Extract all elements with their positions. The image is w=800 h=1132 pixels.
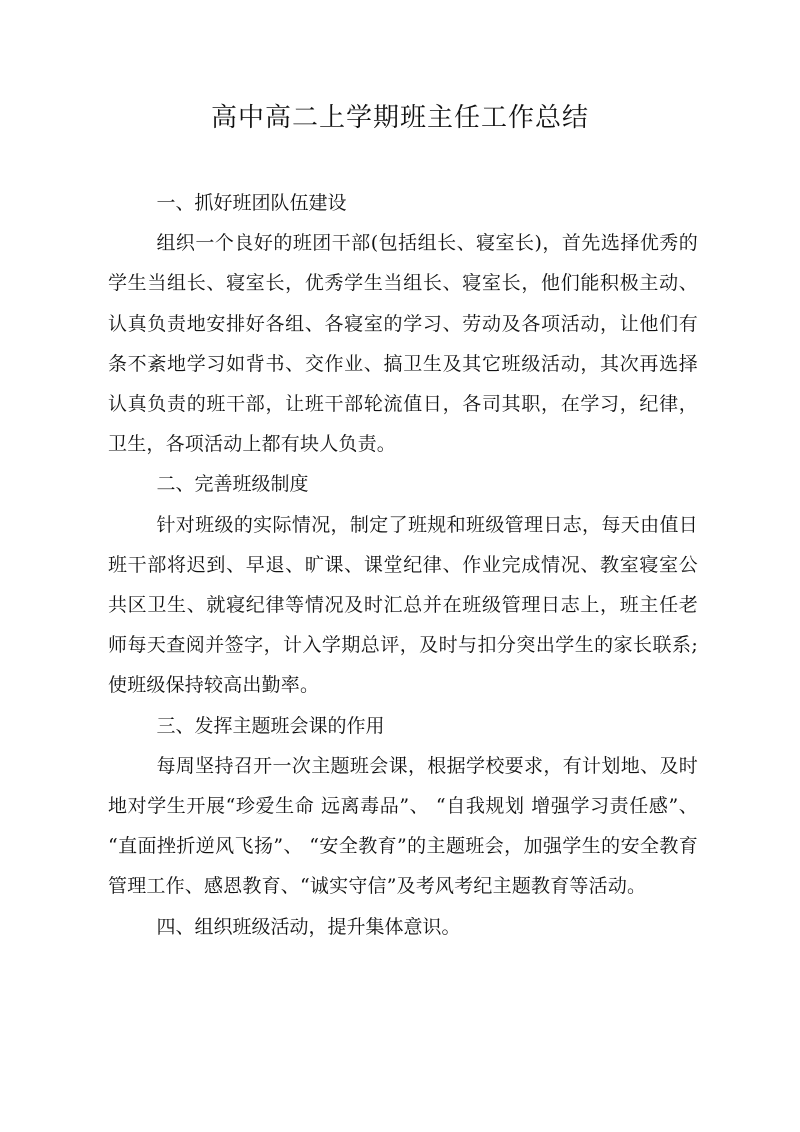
section-4-heading: 四、组织班级活动，提升集体意识。 (156, 915, 461, 938)
section-2-paragraph: 针对班级的实际情况，制定了班规和班级管理日志，每天由值日班干部将迟到、早退、旷课、课堂纪律、作业完成情况、教室寝室公共区卫生、就寝纪律等情况及时汇总并在班级管理日志上，班主任老师每天查阅并签字，计入学期总评，及时与扣分突出学生的家长联系;使班级保持较高出勤率。 (108, 513, 698, 697)
document-title: 高中高二上学期班主任工作总结 (210, 103, 589, 133)
document-body (108, 183, 698, 947)
section-2-heading: 二、完善班级制度 (156, 473, 309, 496)
section-1-paragraph: 组织一个良好的班团干部(包括组长、寝室长)，首先选择优秀的学生当组长、寝室长，优秀学生当组长、寝室长，他们能积极主动、认真负责地安排好各组、各寝室的学习、劳动及各项活动，让他们有条不紊地学习如背书、交作业、搞卫生及其它班级活动，其次再选择认真负责的班干部，让班干部轮流值日，各司其职，在学习，纪律，卫生，各项活动上都有块人负责。 (108, 232, 698, 456)
section-3-heading: 三、发挥主题班会课的作用 (156, 714, 385, 737)
section-3-paragraph: 每周坚持召开一次主题班会课，根据学校要求，有计划地、及时地对学生开展“珍爱生命 远离毒品”、 “自我规划 增强学习责任感”、 “直面挫折逆风飞扬”、 “安全教育”的主题班会，加强学生的安全教育管理工作、感恩教育、“诚实守信”及考风考纪主题教育等活动。 (108, 754, 698, 898)
section-1-heading: 一、抓好班团队伍建设 (156, 192, 347, 214)
